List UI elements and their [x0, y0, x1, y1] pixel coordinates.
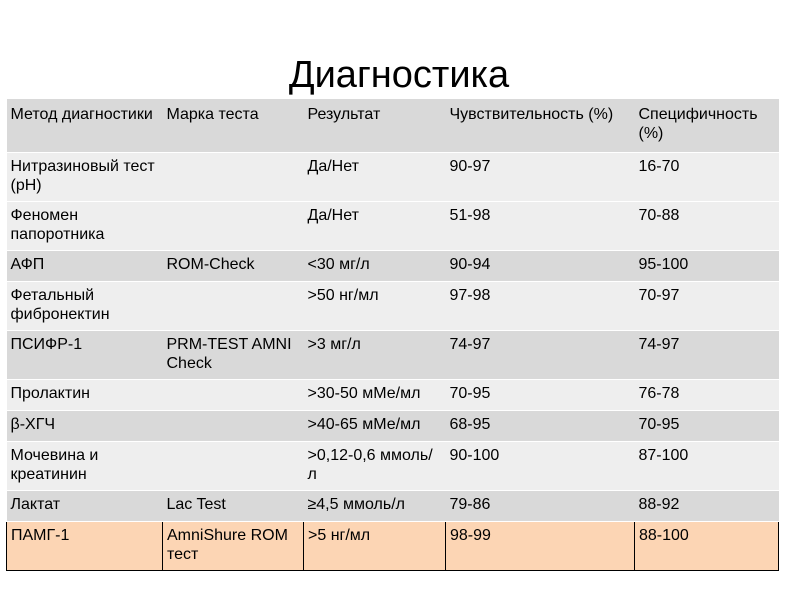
cell-brand	[163, 411, 304, 442]
table-row	[7, 251, 779, 282]
cell-result: Да/Нет	[304, 202, 446, 251]
table-row	[7, 282, 779, 331]
cell-method: АФП	[7, 251, 163, 282]
cell-sensitivity: 74-97	[446, 331, 635, 380]
cell-specificity: 87-100	[635, 442, 779, 491]
cell-specificity: 76-78	[635, 380, 779, 411]
column-header-result: Результат	[304, 99, 446, 153]
cell-specificity: 70-88	[635, 202, 779, 251]
cell-result: >30-50 мМе/мл	[304, 380, 446, 411]
cell-sensitivity: 68-95	[446, 411, 635, 442]
cell-brand	[163, 282, 304, 331]
table-row-highlighted	[7, 522, 779, 571]
cell-method: β-ХГЧ	[7, 411, 163, 442]
table-row	[7, 442, 779, 491]
cell-specificity: 95-100	[635, 251, 779, 282]
cell-result: Да/Нет	[304, 153, 446, 202]
column-header-specificity: Специфичность (%)	[635, 99, 779, 153]
table-row	[7, 202, 779, 251]
cell-brand: PRM-TEST AMNI Check	[163, 331, 304, 380]
cell-sensitivity: 90-97	[446, 153, 635, 202]
cell-method: Нитразиновый тест (pH)	[7, 153, 163, 202]
cell-sensitivity: 97-98	[446, 282, 635, 331]
table-row	[7, 331, 779, 380]
cell-method: Лактат	[7, 491, 163, 522]
cell-method: ПСИФР-1	[7, 331, 163, 380]
cell-brand	[163, 442, 304, 491]
cell-method: Мочевина и креатинин	[7, 442, 163, 491]
table-row	[7, 153, 779, 202]
cell-method: Феномен папоротника	[7, 202, 163, 251]
column-header-sensitivity: Чувствительность (%)	[446, 99, 635, 153]
page-title: Диагностика	[288, 54, 510, 96]
cell-specificity: 16-70	[635, 153, 779, 202]
cell-sensitivity: 90-94	[446, 251, 635, 282]
cell-result: >5 нг/мл	[304, 522, 446, 571]
cell-sensitivity: 70-95	[446, 380, 635, 411]
cell-result: >0,12-0,6 ммоль/л	[304, 442, 446, 491]
table-row	[7, 380, 779, 411]
column-header-method: Метод диагностики	[7, 99, 163, 153]
cell-brand	[163, 380, 304, 411]
cell-brand	[163, 202, 304, 251]
cell-method: ПАМГ-1	[7, 522, 163, 571]
table-row	[7, 411, 779, 442]
cell-result: ≥4,5 ммоль/л	[304, 491, 446, 522]
cell-sensitivity: 90-100	[446, 442, 635, 491]
cell-method: Пролактин	[7, 380, 163, 411]
cell-result: >50 нг/мл	[304, 282, 446, 331]
cell-sensitivity: 79-86	[446, 491, 635, 522]
cell-specificity: 70-97	[635, 282, 779, 331]
table-row	[7, 491, 779, 522]
cell-brand	[163, 153, 304, 202]
diagnostics-table	[6, 99, 779, 571]
cell-method: Фетальный фибронектин	[7, 282, 163, 331]
cell-brand: ROM-Check	[163, 251, 304, 282]
cell-brand: AmniShure ROM тест	[163, 522, 304, 571]
cell-specificity: 70-95	[635, 411, 779, 442]
cell-sensitivity: 98-99	[446, 522, 635, 571]
cell-result: <30 мг/л	[304, 251, 446, 282]
cell-brand: Lac Test	[163, 491, 304, 522]
cell-specificity: 74-97	[635, 331, 779, 380]
cell-result: >40-65 мМе/мл	[304, 411, 446, 442]
cell-specificity: 88-92	[635, 491, 779, 522]
cell-sensitivity: 51-98	[446, 202, 635, 251]
table-header-row	[7, 99, 779, 153]
cell-result: >3 мг/л	[304, 331, 446, 380]
column-header-brand: Марка теста	[163, 99, 304, 153]
cell-specificity: 88-100	[635, 522, 779, 571]
